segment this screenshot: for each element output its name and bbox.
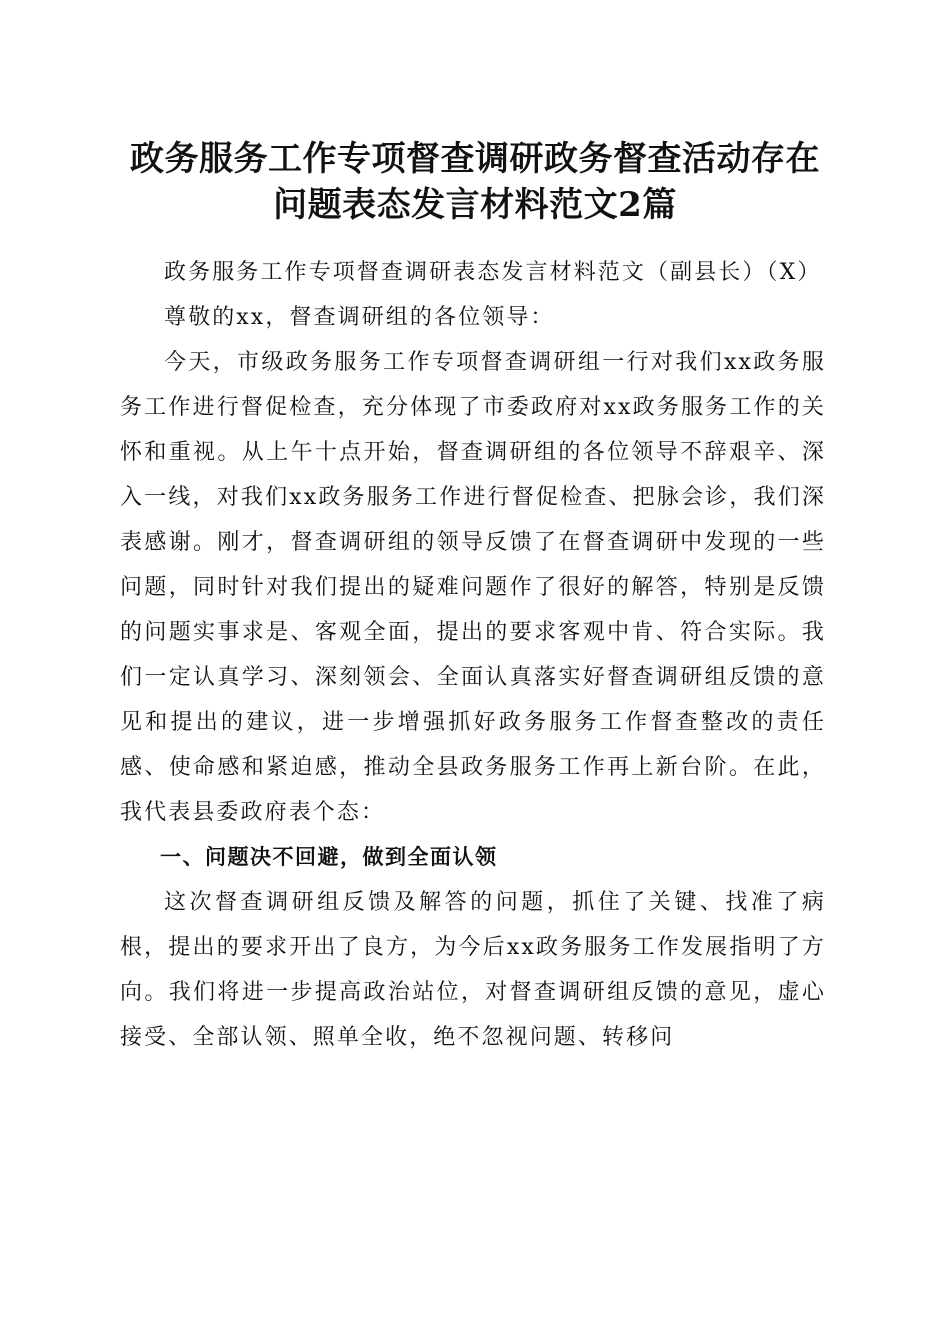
intro-paragraph: 今天，市级政务服务工作专项督查调研组一行对我们xx政务服务工作进行督促检查，充分体现了市委政府对xx政务服务工作的关怀和重视。从上午十点开始，督查调研组的各位领导不辞艰辛、深入一线，对我们xx政务服务工作进行督促检查、把脉会诊，我们深表感谢。刚才，督查调研组的领导反馈了在督查调研中发现的一些问题，同时针对我们提出的疑难问题作了很好的解答，特别是反馈的问题实事求是、客观全面，提出的要求客观中肯、符合实际。我们一定认真学习、深刻领会、全面认真落实好督查调研组反馈的意见和提出的建议，进一步增强抓好政务服务工作督查整改的责任感、使命感和紧迫感，推动全县政务服务工作再上新台阶。在此，我代表县委政府表个态：	[120, 350, 826, 825]
section-heading: 一、问题决不回避，做到全面认领	[160, 845, 498, 869]
document-title-line-2: 问题表态发言材料范文2篇	[273, 185, 677, 225]
document-title	[100, 136, 850, 228]
section-paragraph: 这次督查调研组反馈及解答的问题，抓住了关键、找准了病根，提出的要求开出了良方，为今后xx政务服务工作发展指明了方向。我们将进一步提高政治站位，对督查调研组反馈的意见，虚心接受、全部认领、照单全收，绝不忽视问题、转移问	[120, 890, 826, 1050]
salutation-paragraph: 尊敬的xx，督查调研组的各位领导：	[164, 305, 555, 330]
document-body	[120, 250, 826, 1060]
document-title-line-1: 政务服务工作专项督查调研政务督查活动存在	[130, 139, 820, 179]
subtitle-paragraph: 政务服务工作专项督查调研表态发言材料范文（副县长）（X）	[164, 260, 822, 285]
